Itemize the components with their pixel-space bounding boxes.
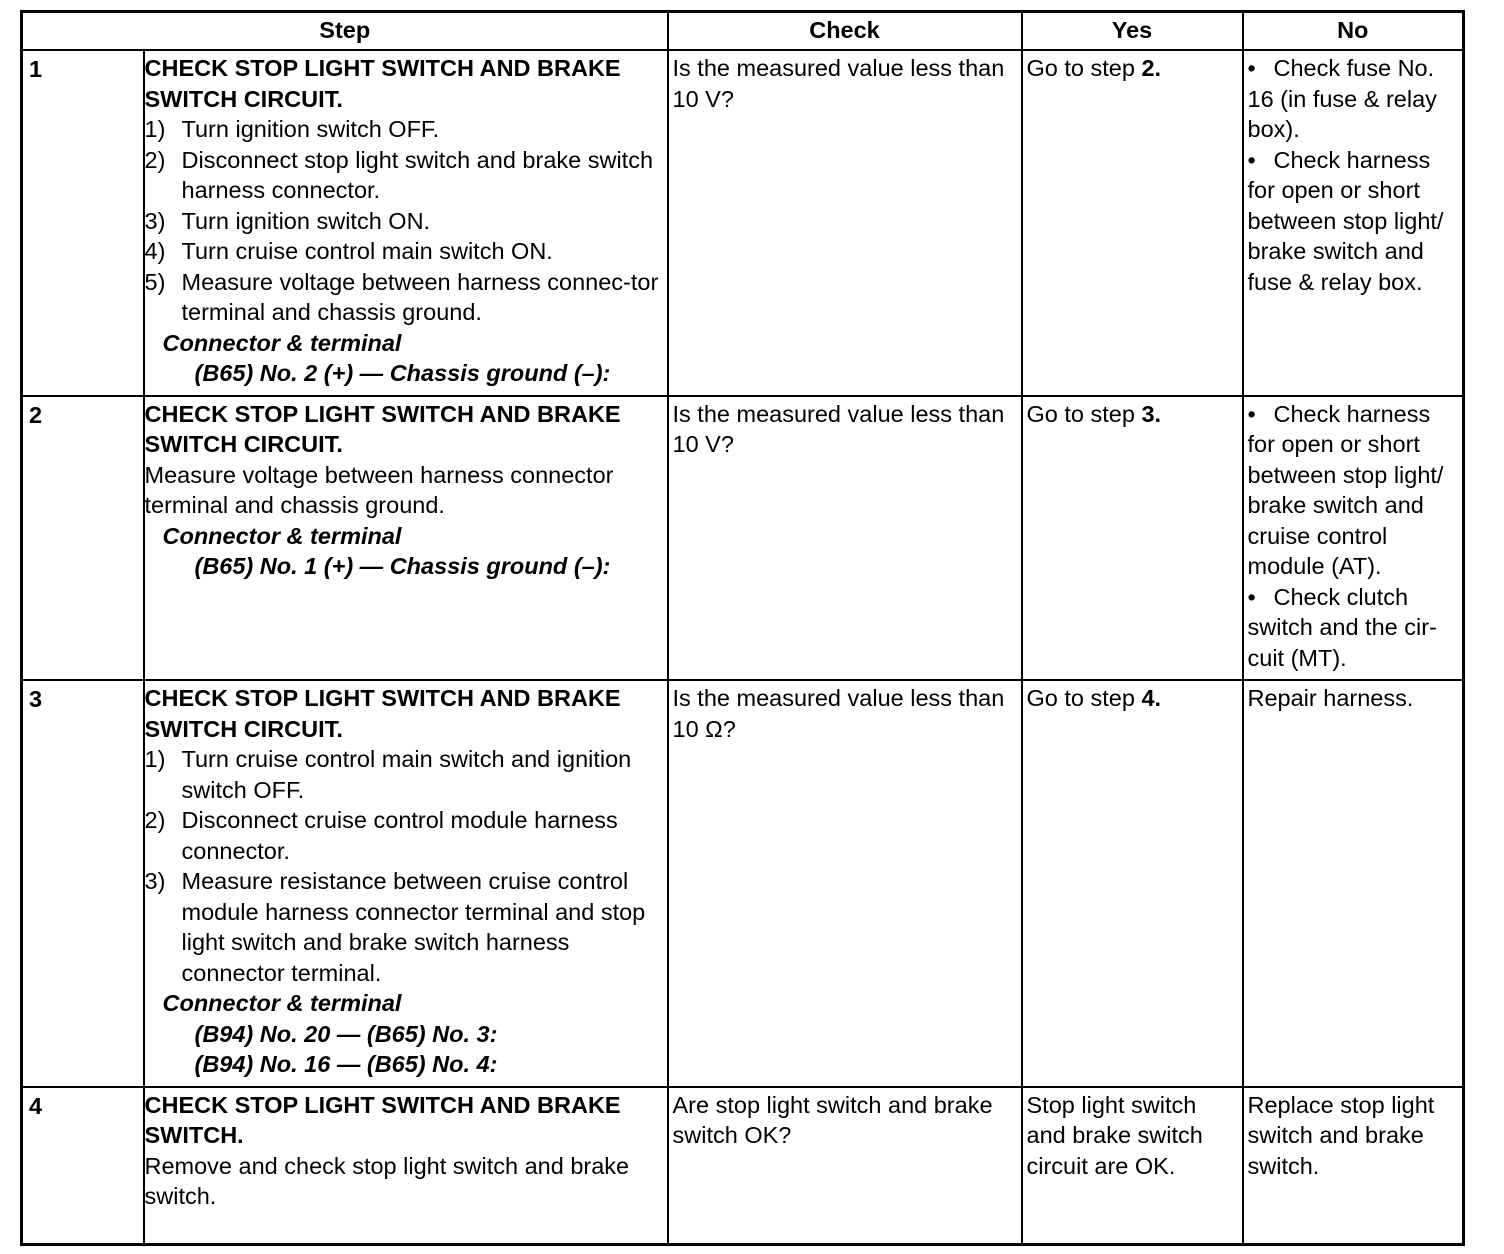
table-row: [22, 50, 1464, 396]
no-action: [1243, 396, 1464, 681]
list-item: 2) Disconnect cruise control module harness connector.: [144, 807, 618, 864]
connector-line: (B65) No. 2 (+) — Chassis ground (–):: [194, 360, 611, 386]
check-question: Is the measured value less than 10 Ω?: [668, 680, 1022, 1087]
list-item: 1) Turn cruise control main switch and ignition switch OFF.: [144, 746, 632, 803]
step-list: [145, 114, 663, 328]
list-item: • Check harness for open or short between stop light/ brake switch and fuse & relay box.: [1247, 146, 1444, 295]
connector-line: (B94) No. 20 — (B65) No. 3:: [194, 1020, 498, 1047]
step-text: Remove and check stop light switch and brake switch.: [144, 1152, 630, 1209]
header-row: [22, 12, 1464, 51]
list-item: • Check harness for open or short between stop light/ brake switch and cruise control module (AT).: [1247, 400, 1444, 579]
connector-line: (B65) No. 1 (+) — Chassis ground (–):: [194, 553, 611, 579]
connector-line: (B94) No. 16 — (B65) No. 4:: [194, 1051, 498, 1077]
step-number: 3: [22, 680, 144, 1087]
header-yes: Yes: [1022, 12, 1243, 51]
connector-heading: Connector & terminal: [162, 522, 402, 549]
list-item: 3) Measure resistance between cruise control module harness connector terminal and stop light switch and brake switch harness connector terminal.: [144, 868, 646, 986]
step-description: [144, 50, 668, 396]
list-item: 5) Measure voltage between harness connec-tor terminal and chassis ground.: [144, 268, 659, 325]
table-row: [22, 396, 1464, 681]
list-item: 4) Turn cruise control main switch ON.: [144, 238, 553, 264]
yes-action: Go to step 3.: [1022, 396, 1243, 681]
list-item: 2) Disconnect stop light switch and brake switch harness connector.: [144, 146, 654, 203]
header-no: No: [1243, 12, 1464, 51]
no-action: Repair harness.: [1243, 680, 1464, 1087]
step-number: 1: [22, 50, 144, 396]
step-description: [144, 680, 668, 1087]
step-title: CHECK STOP LIGHT SWITCH AND BRAKE SWITCH CIRCUIT.: [144, 55, 621, 112]
step-text: Measure voltage between harness connector terminal and chassis ground.: [144, 461, 614, 518]
no-action: Replace stop light switch and brake switch.: [1243, 1087, 1464, 1245]
list-item: 3) Turn ignition switch ON.: [144, 207, 431, 234]
step-list: [145, 744, 663, 988]
step-number: 4: [22, 1087, 144, 1245]
step-description: [144, 396, 668, 681]
list-item: 1) Turn ignition switch OFF.: [144, 116, 440, 142]
step-title: CHECK STOP LIGHT SWITCH AND BRAKE SWITCH CIRCUIT.: [144, 685, 621, 742]
table-row: [22, 680, 1464, 1087]
check-question: Are stop light switch and brake switch OK?: [668, 1087, 1022, 1245]
no-action: [1243, 50, 1464, 396]
check-question: Is the measured value less than 10 V?: [668, 50, 1022, 396]
step-title: CHECK STOP LIGHT SWITCH AND BRAKE SWITCH.: [144, 1091, 621, 1148]
step-description: [144, 1087, 668, 1245]
connector-heading: Connector & terminal: [162, 990, 402, 1016]
diagnostic-table: [20, 10, 1465, 1246]
yes-action: Go to step 2.: [1022, 50, 1243, 396]
check-question: Is the measured value less than 10 V?: [668, 396, 1022, 681]
list-item: • Check clutch switch and the cir-cuit (MT).: [1247, 583, 1437, 671]
list-item: • Check fuse No. 16 (in fuse & relay box).: [1247, 55, 1437, 142]
table-row: [22, 1087, 1464, 1245]
step-number: 2: [22, 396, 144, 681]
connector-heading: Connector & terminal: [162, 329, 402, 356]
yes-action: Go to step 4.: [1022, 680, 1243, 1087]
step-title: CHECK STOP LIGHT SWITCH AND BRAKE SWITCH CIRCUIT.: [144, 400, 621, 457]
header-step: Step: [22, 12, 668, 51]
header-check: Check: [668, 12, 1022, 51]
yes-action: Stop light switch and brake switch circuit are OK.: [1022, 1087, 1243, 1245]
